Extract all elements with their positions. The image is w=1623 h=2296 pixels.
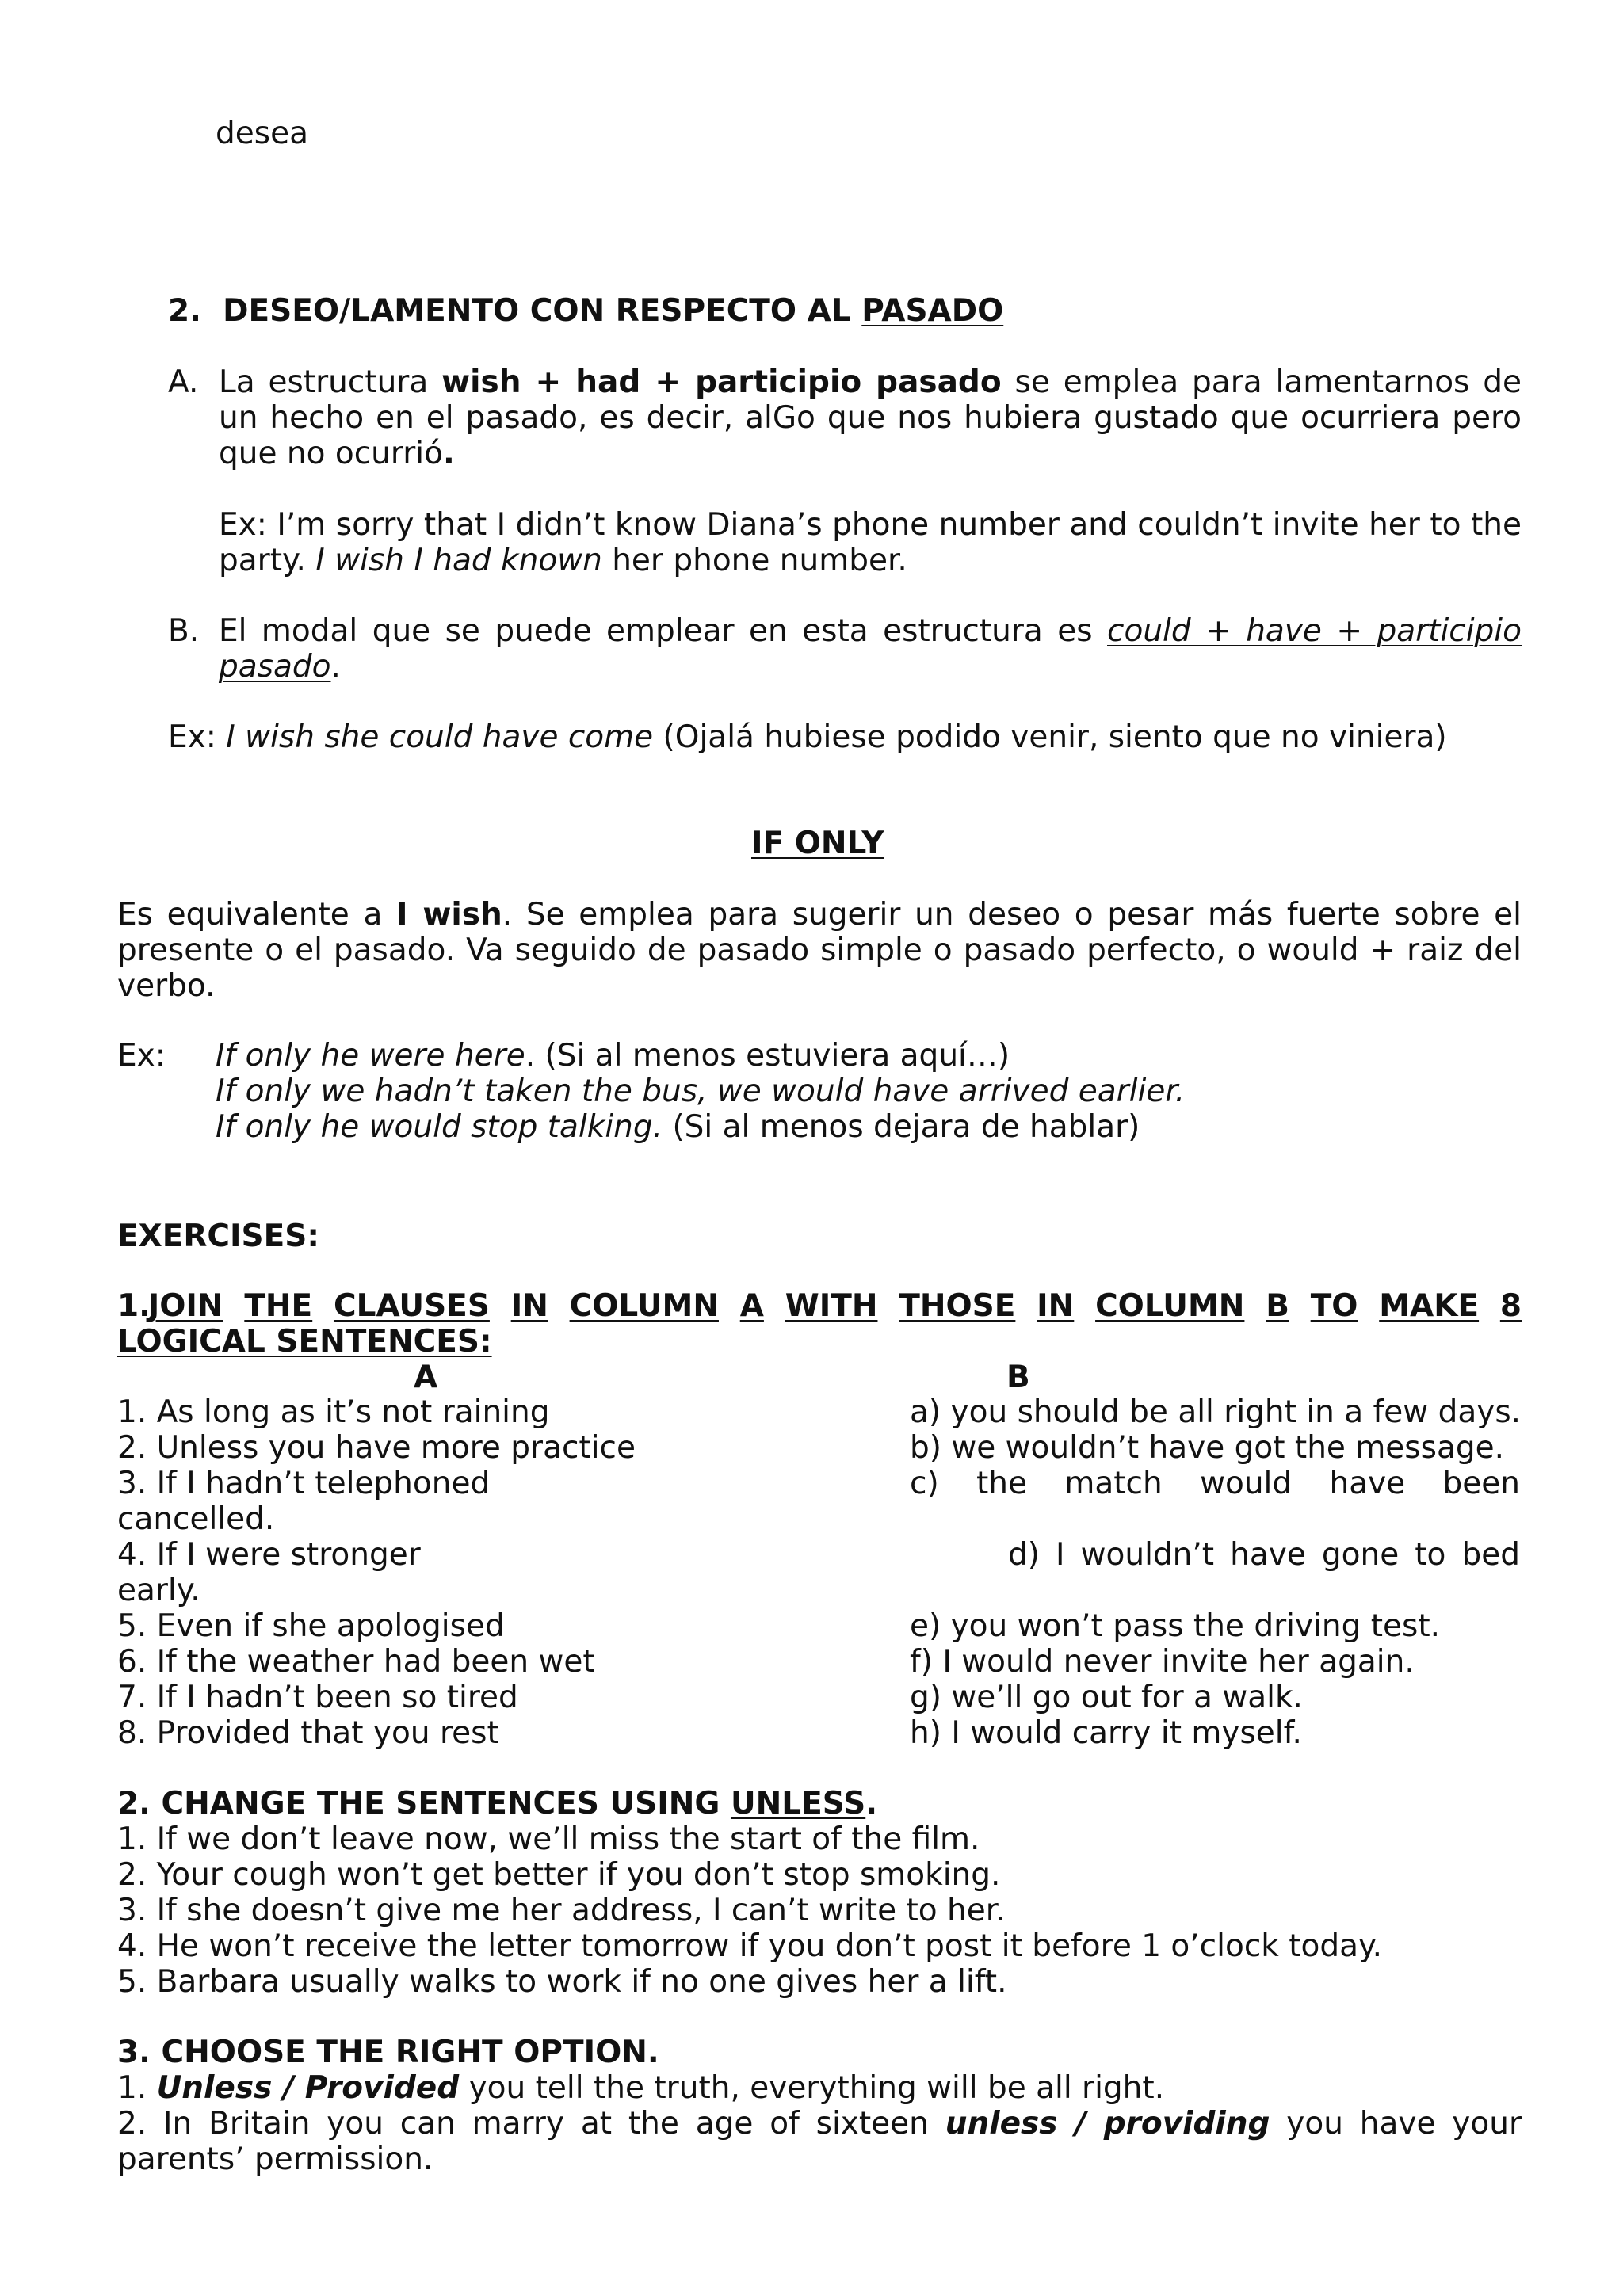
exercise-1-heading-line-2: LOGICAL SENTENCES: [117, 1324, 492, 1360]
justified-word: bed [1461, 1537, 1520, 1573]
exercise-1-heading-word: COLUMN [1095, 1288, 1245, 1324]
column-a-item: 4. If I were stronger [117, 1537, 421, 1573]
exercise-3-item-2 [117, 2106, 1522, 2177]
justified-word: to [1415, 1537, 1446, 1573]
column-b-item: b) we wouldn’t have got the message. [910, 1430, 1504, 1466]
item-a-bold-period: . [442, 436, 455, 471]
exercise-2-item: 1. If we don’t leave now, we’ll miss the start of the film. [117, 1821, 980, 1857]
exercise-1-heading-word: CLAUSES [333, 1288, 490, 1324]
if-only-example-3-rest: (Si al menos dejara de hablar) [663, 1109, 1140, 1145]
column-b-item [910, 1466, 1520, 1501]
match-row [117, 1537, 1520, 1573]
section-2-heading [168, 293, 1003, 329]
section-2-number: 2. [168, 293, 201, 329]
section-2-example-label: Ex: [168, 719, 227, 755]
exercise-3-item-1-rest: you tell the truth, everything will be all right. [459, 2070, 1165, 2106]
if-only-example-label: Ex: [117, 1038, 166, 1074]
justified-word: gone [1321, 1537, 1400, 1573]
exercise-2-heading [117, 1786, 877, 1821]
item-b-text-1: El modal que se puede emplear en esta estructura es [219, 613, 1108, 649]
item-a-example-italic: I wish I had known [315, 543, 602, 578]
match-row [117, 1394, 1520, 1430]
exercise-3-item-2-options: unless / providing [945, 2106, 1270, 2142]
exercise-3-item-1-options: Unless / Provided [156, 2070, 460, 2106]
if-only-text-2: . Se emplea para sugerir un deseo o pesar más fuerte sobre el presente o el pasado. Va seguido de pasado simple o pasado perfecto, o would + raiz del verbo. [117, 897, 1522, 1004]
column-b-wrap: cancelled. [117, 1501, 275, 1537]
if-only-example-3 [216, 1109, 1185, 1145]
item-a-bold-structure: wish + had + participio pasado [441, 364, 1002, 400]
column-a-item: 2. Unless you have more practice [117, 1430, 636, 1466]
item-a [168, 364, 1522, 578]
exercise-3-heading: 3. CHOOSE THE RIGHT OPTION. [117, 2035, 659, 2070]
section-2-heading-text: DESEO/LAMENTO CON RESPECTO AL [223, 293, 862, 329]
if-only-paragraph [117, 897, 1522, 1004]
exercises-heading: EXERCISES: [117, 1219, 319, 1254]
exercise-1-heading-word: IN [510, 1288, 548, 1324]
exercise-1-heading [117, 1288, 1522, 1360]
exercise-2-item: 5. Barbara usually walks to work if no one gives her a lift. [117, 1964, 1007, 2000]
match-row [117, 1715, 1520, 1751]
column-b-item-justified [910, 1466, 1520, 1501]
item-a-text-1: La estructura [219, 364, 442, 400]
exercise-2-item: 4. He won’t receive the letter tomorrow if you don’t post it before 1 o’clock today. [117, 1928, 1382, 1964]
if-only-title: IF ONLY [751, 826, 884, 861]
exercise-2-heading-underlined: UNLESS [730, 1786, 866, 1821]
exercise-1-heading-word: THE [244, 1288, 313, 1324]
exercise-2-heading-suffix: . [865, 1786, 878, 1821]
item-a-example-text-1: Ex: I’m sorry that I didn’t know Diana’s phone number and couldn’t invite her to the party. [219, 507, 1522, 578]
exercise-1-heading-word: WITH [785, 1288, 878, 1324]
item-b-modal-structure: could + have + participio pasado [219, 613, 1522, 685]
exercise-1-heading-line-1 [117, 1288, 1522, 1324]
if-only-example-1 [216, 1038, 1185, 1074]
exercise-3-item-2-text: 2. In Britain you can marry at the age of sixteen [117, 2106, 945, 2142]
if-only-examples [216, 1038, 1185, 1145]
column-a-item: 3. If I hadn’t telephoned [117, 1466, 491, 1501]
if-only-example-2: If only we hadn’t taken the bus, we would have arrived earlier. [216, 1074, 1186, 1109]
exercise-3-item-1-number: 1. [117, 2070, 157, 2106]
exercise-1-heading-word: MAKE [1379, 1288, 1480, 1324]
justified-word: the [976, 1466, 1028, 1501]
item-a-letter: A. [168, 364, 199, 400]
column-a-item: 8. Provided that you rest [117, 1715, 499, 1751]
item-a-paragraph [219, 364, 1522, 471]
if-only-example-3-italic: If only he would stop talking. [216, 1109, 663, 1145]
item-a-example [219, 507, 1522, 578]
item-b-letter: B. [168, 613, 200, 649]
exercise-3-item-1 [117, 2070, 1164, 2106]
item-a-text-2: se emplea para lamentarnos de un hecho en el pasado, es decir, alGo que nos hubiera gustado que ocurriera pero que no ocurrió [219, 364, 1522, 471]
column-a-item: 6. If the weather had been wet [117, 1644, 595, 1680]
column-b-item: h) I would carry it myself. [910, 1715, 1302, 1751]
column-a-item: 1. As long as it’s not raining [117, 1394, 550, 1430]
column-a-header: A [414, 1360, 438, 1395]
column-b-item: e) you won’t pass the driving test. [910, 1608, 1441, 1644]
column-b-item [1008, 1537, 1520, 1573]
match-row-wrap [117, 1573, 1520, 1608]
column-b-item-justified [1008, 1537, 1520, 1573]
column-b-wrap: early. [117, 1573, 200, 1608]
if-only-example-1-rest: . (Si al menos estuviera aquí…) [525, 1038, 1010, 1074]
match-row [117, 1608, 1520, 1644]
justified-word: have [1230, 1537, 1306, 1573]
exercise-1-heading-word: A [739, 1288, 764, 1324]
column-b-item: a) you should be all right in a few days. [910, 1394, 1522, 1430]
justified-word: match [1064, 1466, 1163, 1501]
exercise-1-heading-word: THOSE [899, 1288, 1016, 1324]
exercise-2-item: 3. If she doesn’t give me her address, I can’t write to her. [117, 1893, 1006, 1928]
column-b-item: g) we’ll go out for a walk. [910, 1680, 1303, 1715]
section-2-heading-underlined: PASADO [861, 293, 1004, 329]
justified-word: wouldn’t [1080, 1537, 1215, 1573]
column-a-item: 5. Even if she apologised [117, 1608, 505, 1644]
top-fragment: desea [216, 116, 308, 151]
exercise-2-heading-text: 2. CHANGE THE SENTENCES USING [117, 1786, 731, 1821]
justified-word: would [1200, 1466, 1293, 1501]
justified-word: c) [910, 1466, 939, 1501]
justified-word: been [1442, 1466, 1520, 1501]
match-row-wrap [117, 1501, 1520, 1537]
match-row [117, 1680, 1520, 1715]
exercise-3-item-2-rest: you have your parents’ permission. [117, 2106, 1522, 2177]
exercise-1-heading-word: B [1266, 1288, 1289, 1324]
exercise-2-list [117, 1821, 1382, 2000]
if-only-text-1: Es equivalente a [117, 897, 397, 933]
item-b-paragraph [219, 613, 1522, 685]
justified-word: have [1329, 1466, 1406, 1501]
match-row [117, 1466, 1520, 1501]
match-row [117, 1430, 1520, 1466]
if-only-example-1-italic: If only he were here [216, 1038, 525, 1074]
exercise-1-heading-word: JOIN [147, 1288, 223, 1324]
exercise-1-number: 1. [117, 1288, 151, 1324]
exercise-1-heading-word: 8 [1499, 1288, 1522, 1324]
column-a-item: 7. If I hadn’t been so tired [117, 1680, 518, 1715]
if-only-bold-iwish: I wish [396, 897, 502, 933]
item-b [168, 613, 1522, 685]
exercise-2-item: 2. Your cough won’t get better if you don’t stop smoking. [117, 1857, 1001, 1893]
exercise-1-heading-word: COLUMN [569, 1288, 719, 1324]
justified-word: d) [1008, 1537, 1040, 1573]
section-2-example-rest: (Ojalá hubiese podido venir, siento que no viniera) [653, 719, 1447, 755]
item-b-text-2: . [330, 649, 341, 685]
column-b-item: f) I would never invite her again. [910, 1644, 1415, 1680]
exercise-1-heading-word: TO [1310, 1288, 1358, 1324]
justified-word: I [1056, 1537, 1065, 1573]
match-row [117, 1644, 1520, 1680]
section-2-example [168, 719, 1447, 755]
column-b-header: B [1006, 1360, 1030, 1395]
exercise-1-heading-word: IN [1037, 1288, 1075, 1324]
section-2-example-italic: I wish she could have come [226, 719, 654, 755]
item-a-example-text-2: her phone number. [601, 543, 907, 578]
